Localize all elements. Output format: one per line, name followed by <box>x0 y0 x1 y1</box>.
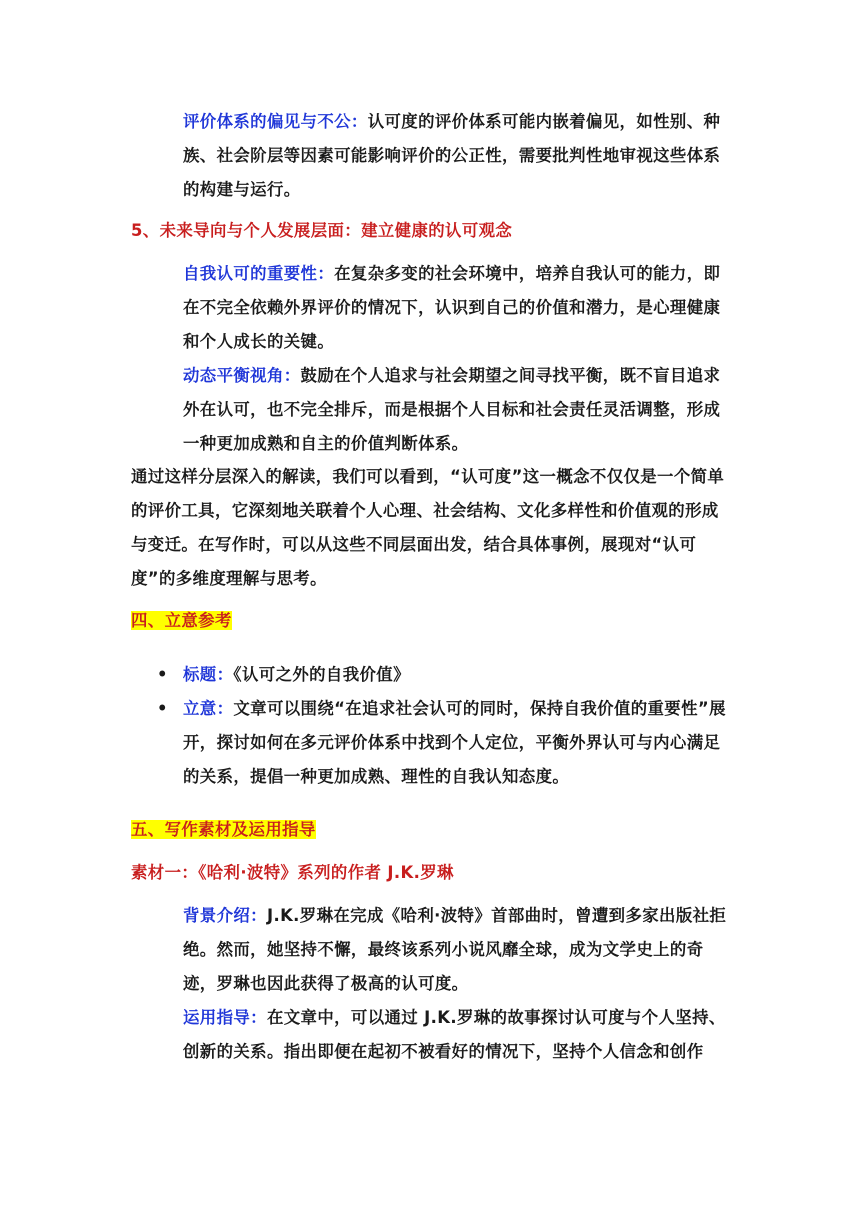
paragraph-dynamic-balance <box>183 359 731 461</box>
list-item-title <box>183 658 731 692</box>
text-usage: 在文章中，可以通过 J.K.罗琳的故事探讨认可度与个人坚持、创新的关系。指出即便在起初不被看好的情况下，坚持个人信念和创作 <box>183 1008 726 1061</box>
text-bias: 认可度的评价体系可能内嵌着偏见，如性别、种族、社会阶层等因素可能影响评价的公正性，需要批判性地审视这些体系的构建与运行。 <box>183 112 721 199</box>
term-self-recognition: 自我认可的重要性： <box>183 264 335 283</box>
paragraph-bias <box>183 105 731 207</box>
term-intent: 立意： <box>183 699 234 718</box>
section-5-title: 五、写作素材及运用指导 <box>131 820 316 839</box>
section-4-title: 四、立意参考 <box>131 611 232 630</box>
material-1-heading: 素材一：《哈利·波特》系列的作者 J.K.罗琳 <box>131 863 454 882</box>
heading-5: 5、未来导向与个人发展层面：建立健康的认可观念 <box>131 221 513 240</box>
paragraph-usage <box>183 1001 731 1069</box>
text-intent: 文章可以围绕“在追求社会认可的同时，保持自我价值的重要性”展开，探讨如何在多元评价体系中找到个人定位，平衡外界认可与内心满足的关系，提倡一种更加成熟、理性的自我认知态度。 <box>183 699 726 786</box>
term-usage: 运用指导： <box>183 1008 267 1027</box>
heading-section-5 <box>131 813 731 847</box>
text-self-recognition: 在复杂多变的社会环境中，培养自我认可的能力，即在不完全依赖外界评价的情况下，认识到自己的价值和潜力，是心理健康和个人成长的关键。 <box>183 264 721 351</box>
paragraph-self-recognition <box>183 257 731 359</box>
text-title: 《认可之外的自我价值》 <box>233 665 410 684</box>
paragraph-background <box>183 899 731 1001</box>
term-bias: 评价体系的偏见与不公： <box>183 112 368 131</box>
term-dynamic-balance: 动态平衡视角： <box>183 366 301 385</box>
list-item-intent <box>183 692 731 794</box>
heading-section-4 <box>131 604 731 638</box>
term-title: 标题： <box>183 665 234 684</box>
idea-list <box>183 658 731 794</box>
text-background: J.K.罗琳在完成《哈利·波特》首部曲时，曾遭到多家出版社拒绝。然而，她坚持不懈，最终该系列小说风靡全球，成为文学史上的奇迹，罗琳也因此获得了极高的认可度。 <box>183 906 727 993</box>
text-dynamic-balance: 鼓励在个人追求与社会期望之间寻找平衡，既不盲目追求外在认可，也不完全排斥，而是根据个人目标和社会责任灵活调整，形成一种更加成熟和自主的价值判断体系。 <box>183 366 721 453</box>
term-background: 背景介绍： <box>183 906 267 925</box>
paragraph-summary: 通过这样分层深入的解读，我们可以看到，“认可度”这一概念不仅仅是一个简单的评价工具，它深刻地关联着个人心理、社会结构、文化多样性和价值观的形成与变迁。在写作时，可以从这些不同层面出发，结合具体事例，展现对“认可度”的多维度理解与思考。 <box>131 467 725 588</box>
